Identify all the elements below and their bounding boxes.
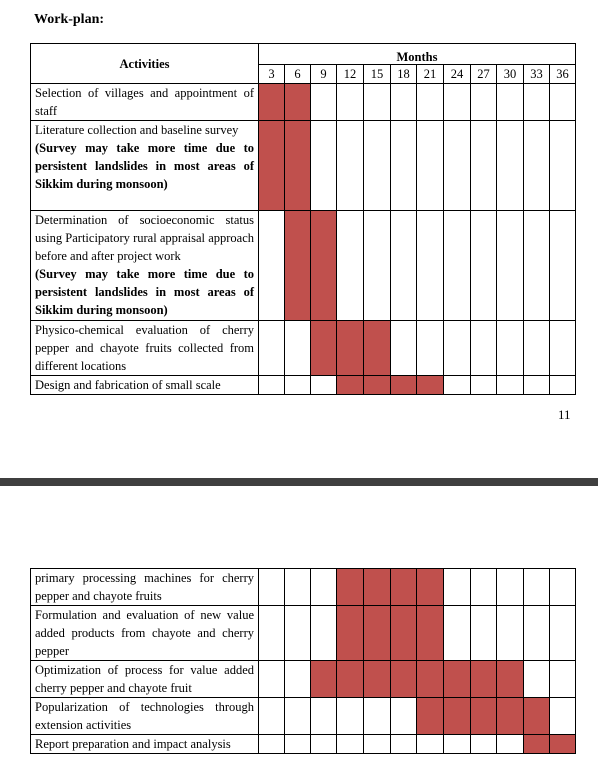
activity-text: Design and fabrication of small scale	[35, 378, 221, 392]
activity-cell	[31, 606, 259, 661]
gantt-empty-cell	[550, 321, 576, 376]
activity-row	[31, 698, 576, 735]
activity-cell	[31, 376, 259, 395]
activity-text: Physico-chemical evaluation of cherry pepper and chayote fruits collected from different locations	[35, 323, 254, 373]
gantt-bar-cell	[497, 661, 524, 698]
gantt-empty-cell	[364, 735, 391, 754]
gantt-empty-cell	[259, 606, 285, 661]
month-header-9: 9	[311, 65, 337, 84]
gantt-bar-cell	[311, 211, 337, 321]
month-header-12: 12	[337, 65, 364, 84]
gantt-empty-cell	[259, 211, 285, 321]
gantt-empty-cell	[471, 321, 497, 376]
gantt-empty-cell	[391, 321, 417, 376]
gantt-empty-cell	[497, 321, 524, 376]
gantt-empty-cell	[524, 569, 550, 606]
gantt-bar-cell	[337, 376, 364, 395]
activity-text: Popularization of technologies through extension activities	[35, 700, 254, 732]
gantt-empty-cell	[391, 121, 417, 211]
month-header-21: 21	[417, 65, 444, 84]
activity-row	[31, 735, 576, 754]
gantt-empty-cell	[337, 735, 364, 754]
gantt-empty-cell	[471, 211, 497, 321]
activity-row	[31, 321, 576, 376]
gantt-bar-cell	[259, 121, 285, 211]
months-header: Months	[259, 44, 576, 65]
gantt-empty-cell	[550, 376, 576, 395]
gantt-empty-cell	[444, 321, 471, 376]
gantt-bar-cell	[524, 735, 550, 754]
gantt-empty-cell	[311, 84, 337, 121]
gantt-bar-cell	[364, 606, 391, 661]
gantt-empty-cell	[471, 606, 497, 661]
gantt-empty-cell	[471, 121, 497, 211]
gantt-bar-cell	[497, 698, 524, 735]
page-number: 11	[558, 407, 571, 422]
gantt-empty-cell	[550, 211, 576, 321]
gantt-empty-cell	[524, 84, 550, 121]
month-header-15: 15	[364, 65, 391, 84]
gantt-empty-cell	[550, 84, 576, 121]
work-plan-heading: Work-plan:	[34, 12, 105, 27]
gantt-empty-cell	[285, 376, 311, 395]
gantt-bar-cell	[391, 661, 417, 698]
activity-cell	[31, 211, 259, 321]
activities-header: Activities	[31, 44, 259, 84]
gantt-empty-cell	[364, 84, 391, 121]
gantt-empty-cell	[524, 376, 550, 395]
gantt-empty-cell	[364, 121, 391, 211]
gantt-empty-cell	[497, 84, 524, 121]
gantt-bar-cell	[337, 569, 364, 606]
gantt-bar-cell	[524, 698, 550, 735]
gantt-bar-cell	[417, 569, 444, 606]
activity-cell	[31, 569, 259, 606]
gantt-bar-cell	[337, 606, 364, 661]
gantt-empty-cell	[311, 735, 337, 754]
month-header-24: 24	[444, 65, 471, 84]
gantt-empty-cell	[311, 606, 337, 661]
gantt-bar-cell	[391, 569, 417, 606]
month-header-36: 36	[550, 65, 576, 84]
gantt-bar-cell	[417, 661, 444, 698]
gantt-bar-cell	[285, 84, 311, 121]
gantt-empty-cell	[259, 376, 285, 395]
gantt-empty-cell	[337, 211, 364, 321]
gantt-empty-cell	[285, 321, 311, 376]
gantt-empty-cell	[311, 121, 337, 211]
gantt-empty-cell	[550, 698, 576, 735]
gantt-empty-cell	[417, 211, 444, 321]
month-header-3: 3	[259, 65, 285, 84]
gantt-empty-cell	[364, 211, 391, 321]
gantt-empty-cell	[417, 121, 444, 211]
gantt-empty-cell	[364, 698, 391, 735]
gantt-empty-cell	[497, 606, 524, 661]
activity-row	[31, 121, 576, 211]
gantt-empty-cell	[524, 211, 550, 321]
activity-cell	[31, 661, 259, 698]
gantt-bar-cell	[417, 606, 444, 661]
activity-row	[31, 211, 576, 321]
gantt-empty-cell	[471, 735, 497, 754]
gantt-empty-cell	[550, 569, 576, 606]
gantt-empty-cell	[444, 121, 471, 211]
gantt-bar-cell	[364, 376, 391, 395]
gantt-empty-cell	[417, 84, 444, 121]
gantt-bar-cell	[337, 661, 364, 698]
gantt-empty-cell	[497, 121, 524, 211]
gantt-bar-cell	[417, 698, 444, 735]
gantt-empty-cell	[259, 661, 285, 698]
gantt-bar-cell	[391, 606, 417, 661]
gantt-bar-cell	[337, 321, 364, 376]
gantt-empty-cell	[550, 661, 576, 698]
activity-row	[31, 569, 576, 606]
gantt-bar-cell	[417, 376, 444, 395]
gantt-bar-cell	[391, 376, 417, 395]
gantt-empty-cell	[497, 735, 524, 754]
gantt-empty-cell	[391, 698, 417, 735]
activity-text: Formulation and evaluation of new value added products from chayote and cherry pepper	[35, 608, 254, 658]
month-header-6: 6	[285, 65, 311, 84]
activity-cell	[31, 321, 259, 376]
gantt-empty-cell	[524, 121, 550, 211]
gantt-empty-cell	[524, 321, 550, 376]
gantt-empty-cell	[391, 735, 417, 754]
gantt-empty-cell	[417, 735, 444, 754]
gantt-empty-cell	[285, 661, 311, 698]
gantt-empty-cell	[550, 121, 576, 211]
gantt-empty-cell	[417, 321, 444, 376]
page-12	[0, 486, 598, 759]
gantt-empty-cell	[497, 569, 524, 606]
activity-note: (Survey may take more time due to persistent landslides in most areas of Sikkim during monsoon)	[35, 141, 254, 191]
gantt-empty-cell	[550, 606, 576, 661]
gantt-bar-cell	[311, 661, 337, 698]
gantt-empty-cell	[444, 376, 471, 395]
gantt-empty-cell	[497, 376, 524, 395]
gantt-empty-cell	[285, 698, 311, 735]
activity-note: (Survey may take more time due to persistent landslides in most areas of Sikkim during monsoon)	[35, 267, 254, 317]
gantt-empty-cell	[444, 569, 471, 606]
gantt-empty-cell	[497, 211, 524, 321]
gantt-empty-cell	[259, 321, 285, 376]
activity-text: Report preparation and impact analysis	[35, 737, 231, 751]
gantt-empty-cell	[311, 698, 337, 735]
gantt-empty-cell	[285, 606, 311, 661]
gantt-empty-cell	[524, 661, 550, 698]
activity-cell	[31, 698, 259, 735]
gantt-empty-cell	[471, 569, 497, 606]
gantt-bar-cell	[471, 698, 497, 735]
gantt-bar-cell	[259, 84, 285, 121]
gantt-bar-cell	[285, 211, 311, 321]
gantt-bar-cell	[364, 321, 391, 376]
gantt-empty-cell	[471, 84, 497, 121]
activity-text: primary processing machines for cherry pepper and chayote fruits	[35, 571, 254, 603]
gantt-empty-cell	[311, 376, 337, 395]
gantt-empty-cell	[285, 569, 311, 606]
activity-row	[31, 661, 576, 698]
month-header-18: 18	[391, 65, 417, 84]
activity-cell	[31, 121, 259, 211]
work-plan-table-continued	[30, 568, 576, 754]
gantt-bar-cell	[471, 661, 497, 698]
gantt-empty-cell	[471, 376, 497, 395]
activity-text: Literature collection and baseline survey	[35, 123, 239, 137]
month-header-27: 27	[471, 65, 497, 84]
activity-row	[31, 376, 576, 395]
gantt-bar-cell	[550, 735, 576, 754]
gantt-empty-cell	[259, 569, 285, 606]
activity-row	[31, 84, 576, 121]
gantt-empty-cell	[337, 698, 364, 735]
gantt-bar-cell	[364, 569, 391, 606]
gantt-empty-cell	[444, 735, 471, 754]
activity-cell	[31, 735, 259, 754]
month-header-30: 30	[497, 65, 524, 84]
gantt-empty-cell	[444, 84, 471, 121]
gantt-bar-cell	[444, 661, 471, 698]
activity-text: Selection of villages and appointment of staff	[35, 86, 254, 118]
activity-text: Optimization of process for value added cherry pepper and chayote fruit	[35, 663, 254, 695]
gantt-bar-cell	[444, 698, 471, 735]
gantt-bar-cell	[364, 661, 391, 698]
gantt-empty-cell	[444, 606, 471, 661]
gantt-empty-cell	[259, 698, 285, 735]
activity-text: Determination of socioeconomic status using Participatory rural appraisal approach before and after project work	[35, 213, 254, 263]
gantt-empty-cell	[311, 569, 337, 606]
gantt-empty-cell	[259, 735, 285, 754]
gantt-empty-cell	[444, 211, 471, 321]
gantt-empty-cell	[391, 211, 417, 321]
gantt-bar-cell	[285, 121, 311, 211]
gantt-empty-cell	[285, 735, 311, 754]
activity-row	[31, 606, 576, 661]
gantt-empty-cell	[524, 606, 550, 661]
gantt-empty-cell	[391, 84, 417, 121]
gantt-empty-cell	[337, 121, 364, 211]
gantt-empty-cell	[337, 84, 364, 121]
work-plan-table	[30, 43, 576, 395]
month-header-33: 33	[524, 65, 550, 84]
activity-cell	[31, 84, 259, 121]
gantt-bar-cell	[311, 321, 337, 376]
page-separator	[0, 478, 598, 486]
